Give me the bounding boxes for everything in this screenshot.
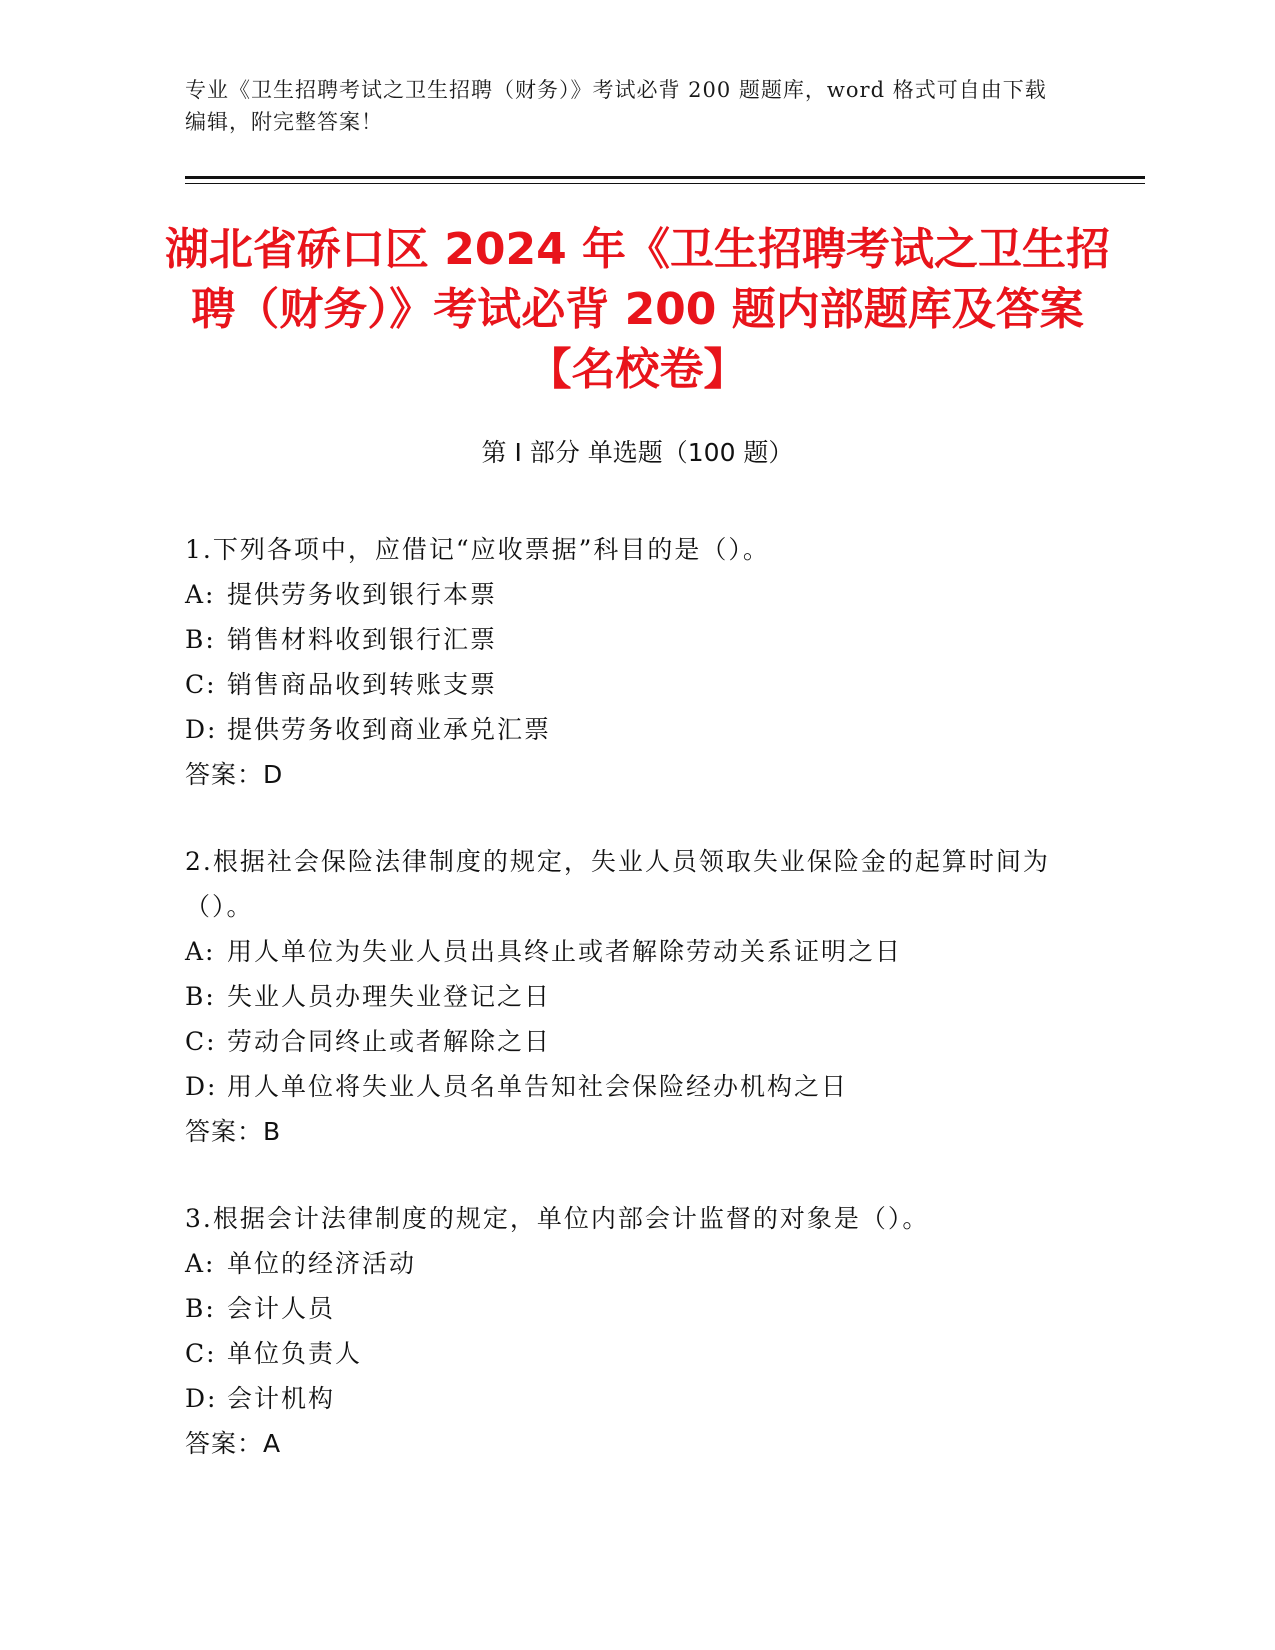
option-label: B: [185, 1294, 216, 1323]
option-text: 会计人员 [227, 1294, 336, 1323]
option-b [185, 617, 1065, 662]
question-1 [185, 527, 1065, 797]
option-text: 销售商品收到转账支票 [227, 670, 498, 699]
option-text: 失业人员办理失业登记之日 [227, 982, 552, 1011]
document-title: 湖北省硚口区 2024 年《卫生招聘考试之卫生招聘（财务）》考试必背 200 题内部题库及答案【名校卷】 [164, 224, 1111, 395]
option-d [185, 707, 1065, 752]
option-c [185, 1331, 1065, 1376]
option-label: D: [185, 1384, 218, 1413]
option-label: D: [185, 715, 218, 744]
option-text: 用人单位将失业人员名单告知社会保险经办机构之日 [227, 1072, 849, 1101]
option-c [185, 1019, 1065, 1064]
option-a [185, 929, 1065, 974]
answer [185, 1109, 1065, 1154]
option-label: C: [185, 1339, 217, 1368]
option-a [185, 1241, 1065, 1286]
option-d [185, 1064, 1065, 1109]
question-2 [185, 839, 1065, 1154]
option-text: 单位的经济活动 [227, 1249, 417, 1278]
answer [185, 1421, 1065, 1466]
header-rule-thick [185, 176, 1145, 179]
option-label: A: [185, 1249, 216, 1278]
header-rule-thin [185, 183, 1145, 184]
question-text: 3.根据会计法律制度的规定，单位内部会计监督的对象是（）。 [185, 1204, 930, 1233]
option-text: 提供劳务收到商业承兑汇票 [227, 715, 552, 744]
option-text: 销售材料收到银行汇票 [227, 625, 498, 654]
question-list [185, 527, 1065, 1508]
option-b [185, 974, 1065, 1019]
option-c [185, 662, 1065, 707]
answer-prefix: 答案： [185, 760, 264, 789]
answer-value: B [263, 1117, 282, 1146]
option-text: 提供劳务收到银行本票 [227, 580, 498, 609]
option-label: B: [185, 982, 216, 1011]
option-text: 用人单位为失业人员出具终止或者解除劳动关系证明之日 [227, 937, 903, 966]
option-label: A: [185, 580, 216, 609]
option-text: 劳动合同终止或者解除之日 [227, 1027, 552, 1056]
question-text: 2.根据社会保险法律制度的规定，失业人员领取失业保险金的起算时间为（）。 [185, 847, 1050, 921]
option-label: B: [185, 625, 216, 654]
header-note: 专业《卫生招聘考试之卫生招聘（财务）》考试必背 200 题题库，word 格式可自由下载编辑，附完整答案！ [185, 78, 1047, 134]
answer-prefix: 答案： [185, 1117, 264, 1146]
section-title: 第 I 部分 单选题（100 题） [481, 438, 794, 467]
option-b [185, 1286, 1065, 1331]
option-label: A: [185, 937, 216, 966]
option-text: 单位负责人 [227, 1339, 363, 1368]
option-label: C: [185, 670, 217, 699]
question-text: 1.下列各项中，应借记“应收票据”科目的是（）。 [185, 535, 770, 564]
option-label: C: [185, 1027, 217, 1056]
option-a [185, 572, 1065, 617]
option-label: D: [185, 1072, 218, 1101]
option-d [185, 1376, 1065, 1421]
option-text: 会计机构 [227, 1384, 336, 1413]
question-3 [185, 1196, 1065, 1466]
answer-value: A [263, 1429, 282, 1458]
answer-value: D [263, 760, 284, 789]
answer-prefix: 答案： [185, 1429, 264, 1458]
answer [185, 752, 1065, 797]
